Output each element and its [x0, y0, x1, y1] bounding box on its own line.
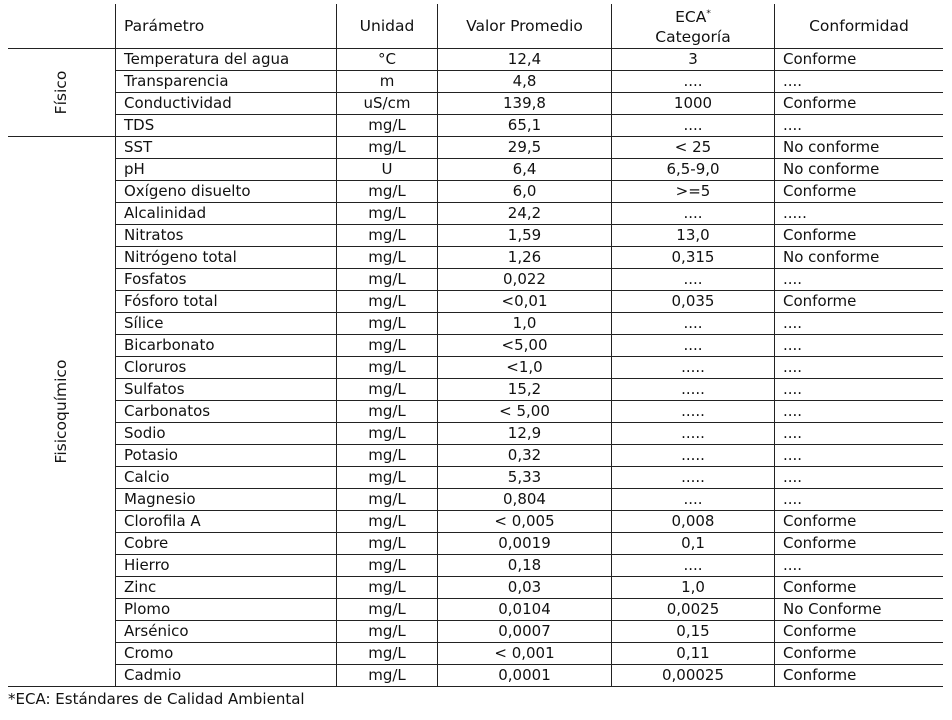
- cell-parametro: Arsénico: [116, 621, 337, 643]
- header-unidad: Unidad: [337, 4, 438, 49]
- cell-valor: <1,0: [438, 357, 612, 379]
- cell-unidad: mg/L: [337, 335, 438, 357]
- table-row: [8, 423, 943, 445]
- cell-unidad: mg/L: [337, 225, 438, 247]
- cell-eca: 1000: [612, 93, 775, 115]
- cell-eca: 0,035: [612, 291, 775, 313]
- cell-valor: 1,59: [438, 225, 612, 247]
- cell-eca: .....: [612, 445, 775, 467]
- cell-conformidad: ....: [775, 313, 944, 335]
- cell-eca: 0,0025: [612, 599, 775, 621]
- cell-parametro: SST: [116, 137, 337, 159]
- cell-valor: 0,0104: [438, 599, 612, 621]
- cell-parametro: Sulfatos: [116, 379, 337, 401]
- table-row: [8, 445, 943, 467]
- cell-unidad: mg/L: [337, 247, 438, 269]
- cell-conformidad: Conforme: [775, 665, 944, 687]
- cell-unidad: U: [337, 159, 438, 181]
- cell-unidad: m: [337, 71, 438, 93]
- table-row: [8, 225, 943, 247]
- table-row: [8, 137, 943, 159]
- table-row: [8, 291, 943, 313]
- cell-eca: .....: [612, 467, 775, 489]
- cell-eca: .....: [612, 379, 775, 401]
- table-row: [8, 181, 943, 203]
- cell-conformidad: Conforme: [775, 291, 944, 313]
- cell-eca: ....: [612, 335, 775, 357]
- cell-conformidad: Conforme: [775, 511, 944, 533]
- cell-conformidad: ....: [775, 357, 944, 379]
- cell-conformidad: No conforme: [775, 159, 944, 181]
- cell-eca: 13,0: [612, 225, 775, 247]
- cell-unidad: mg/L: [337, 137, 438, 159]
- cell-valor: 1,0: [438, 313, 612, 335]
- cell-valor: < 0,001: [438, 643, 612, 665]
- cell-conformidad: No conforme: [775, 247, 944, 269]
- cell-unidad: mg/L: [337, 423, 438, 445]
- cell-valor: < 0,005: [438, 511, 612, 533]
- table-row: [8, 401, 943, 423]
- cell-parametro: Plomo: [116, 599, 337, 621]
- cell-eca: >=5: [612, 181, 775, 203]
- cell-valor: 6,4: [438, 159, 612, 181]
- cell-parametro: Nitrógeno total: [116, 247, 337, 269]
- cell-valor: 12,9: [438, 423, 612, 445]
- cell-valor: <5,00: [438, 335, 612, 357]
- cell-conformidad: ....: [775, 423, 944, 445]
- cell-unidad: mg/L: [337, 357, 438, 379]
- cell-eca: < 25: [612, 137, 775, 159]
- cell-eca: 0,315: [612, 247, 775, 269]
- cell-unidad: mg/L: [337, 291, 438, 313]
- cell-eca: .....: [612, 401, 775, 423]
- cell-unidad: mg/L: [337, 115, 438, 137]
- cell-eca: 0,1: [612, 533, 775, 555]
- cell-unidad: mg/L: [337, 665, 438, 687]
- cell-conformidad: ....: [775, 71, 944, 93]
- header-eca: ECA: [675, 8, 707, 27]
- document-page: [8, 4, 930, 708]
- cell-valor: 139,8: [438, 93, 612, 115]
- cell-parametro: Sodio: [116, 423, 337, 445]
- table-row: [8, 357, 943, 379]
- table-row: [8, 49, 943, 71]
- cell-parametro: Alcalinidad: [116, 203, 337, 225]
- cell-parametro: pH: [116, 159, 337, 181]
- group-cell-fisico: [8, 49, 116, 137]
- cell-valor: 4,8: [438, 71, 612, 93]
- cell-valor: 0,32: [438, 445, 612, 467]
- cell-eca: ....: [612, 555, 775, 577]
- cell-valor: 0,804: [438, 489, 612, 511]
- cell-conformidad: ....: [775, 379, 944, 401]
- cell-parametro: Zinc: [116, 577, 337, 599]
- cell-parametro: Bicarbonato: [116, 335, 337, 357]
- table-row: [8, 577, 943, 599]
- cell-valor: 0,022: [438, 269, 612, 291]
- cell-unidad: mg/L: [337, 203, 438, 225]
- group-label-fisicoquimico: Fisicoquímico: [52, 359, 70, 464]
- table-row: [8, 269, 943, 291]
- cell-unidad: uS/cm: [337, 93, 438, 115]
- cell-valor: 65,1: [438, 115, 612, 137]
- cell-valor: 29,5: [438, 137, 612, 159]
- cell-conformidad: Conforme: [775, 181, 944, 203]
- cell-conformidad: ....: [775, 115, 944, 137]
- cell-conformidad: Conforme: [775, 621, 944, 643]
- header-valor-promedio: Valor Promedio: [438, 4, 612, 49]
- table-row: [8, 643, 943, 665]
- cell-valor: 1,26: [438, 247, 612, 269]
- table-row: [8, 115, 943, 137]
- cell-conformidad: Conforme: [775, 577, 944, 599]
- cell-unidad: mg/L: [337, 621, 438, 643]
- cell-eca: ....: [612, 313, 775, 335]
- table-row: [8, 379, 943, 401]
- cell-unidad: mg/L: [337, 555, 438, 577]
- header-eca-categoria: [612, 4, 775, 49]
- group-header: [8, 4, 116, 49]
- header-categoria: Categoría: [655, 27, 731, 46]
- cell-conformidad: ....: [775, 269, 944, 291]
- cell-conformidad: ....: [775, 555, 944, 577]
- table-row: [8, 599, 943, 621]
- cell-valor: 0,0019: [438, 533, 612, 555]
- cell-unidad: mg/L: [337, 467, 438, 489]
- group-label-fisico: Físico: [52, 70, 70, 115]
- cell-parametro: Oxígeno disuelto: [116, 181, 337, 203]
- table-row: [8, 555, 943, 577]
- cell-unidad: mg/L: [337, 643, 438, 665]
- cell-valor: 0,0007: [438, 621, 612, 643]
- cell-conformidad: No conforme: [775, 137, 944, 159]
- cell-unidad: mg/L: [337, 379, 438, 401]
- cell-parametro: Clorofila A: [116, 511, 337, 533]
- cell-conformidad: ....: [775, 401, 944, 423]
- cell-parametro: Cloruros: [116, 357, 337, 379]
- cell-eca: .....: [612, 423, 775, 445]
- table-row: [8, 335, 943, 357]
- table-row: [8, 489, 943, 511]
- cell-parametro: TDS: [116, 115, 337, 137]
- cell-unidad: mg/L: [337, 511, 438, 533]
- cell-unidad: mg/L: [337, 445, 438, 467]
- header-conformidad: Conformidad: [775, 4, 944, 49]
- cell-valor: 24,2: [438, 203, 612, 225]
- table-row: [8, 533, 943, 555]
- cell-eca: 0,00025: [612, 665, 775, 687]
- cell-valor: 0,03: [438, 577, 612, 599]
- cell-conformidad: ....: [775, 335, 944, 357]
- cell-parametro: Potasio: [116, 445, 337, 467]
- cell-conformidad: Conforme: [775, 225, 944, 247]
- table-row: [8, 313, 943, 335]
- cell-conformidad: ....: [775, 467, 944, 489]
- cell-parametro: Cadmio: [116, 665, 337, 687]
- cell-unidad: mg/L: [337, 577, 438, 599]
- cell-eca: ....: [612, 115, 775, 137]
- cell-valor: 15,2: [438, 379, 612, 401]
- cell-valor: 5,33: [438, 467, 612, 489]
- cell-eca: 0,15: [612, 621, 775, 643]
- table-row: [8, 71, 943, 93]
- cell-unidad: °C: [337, 49, 438, 71]
- cell-valor: 12,4: [438, 49, 612, 71]
- cell-parametro: Carbonatos: [116, 401, 337, 423]
- cell-eca: 3: [612, 49, 775, 71]
- cell-parametro: Temperatura del agua: [116, 49, 337, 71]
- cell-eca: 0,008: [612, 511, 775, 533]
- cell-parametro: Cromo: [116, 643, 337, 665]
- cell-parametro: Fósforo total: [116, 291, 337, 313]
- cell-parametro: Conductividad: [116, 93, 337, 115]
- cell-parametro: Sílice: [116, 313, 337, 335]
- cell-valor: 0,0001: [438, 665, 612, 687]
- cell-conformidad: Conforme: [775, 533, 944, 555]
- cell-eca: .....: [612, 357, 775, 379]
- cell-parametro: Transparencia: [116, 71, 337, 93]
- cell-valor: 0,18: [438, 555, 612, 577]
- cell-eca: ....: [612, 269, 775, 291]
- footnote: *ECA: Estándares de Calidad Ambiental: [8, 690, 305, 708]
- cell-unidad: mg/L: [337, 313, 438, 335]
- cell-valor: < 5,00: [438, 401, 612, 423]
- cell-parametro: Hierro: [116, 555, 337, 577]
- table-row: [8, 159, 943, 181]
- cell-valor: 6,0: [438, 181, 612, 203]
- cell-unidad: mg/L: [337, 181, 438, 203]
- table-row: [8, 203, 943, 225]
- cell-parametro: Cobre: [116, 533, 337, 555]
- cell-unidad: mg/L: [337, 269, 438, 291]
- cell-unidad: mg/L: [337, 599, 438, 621]
- water-quality-table: [8, 4, 943, 687]
- cell-eca: ....: [612, 71, 775, 93]
- cell-eca: 6,5-9,0: [612, 159, 775, 181]
- cell-eca: 0,11: [612, 643, 775, 665]
- cell-valor: <0,01: [438, 291, 612, 313]
- header-row: [8, 4, 943, 49]
- header-parametro: Parámetro: [116, 4, 337, 49]
- cell-conformidad: Conforme: [775, 49, 944, 71]
- cell-parametro: Calcio: [116, 467, 337, 489]
- cell-eca: ....: [612, 489, 775, 511]
- cell-unidad: mg/L: [337, 401, 438, 423]
- table-row: [8, 467, 943, 489]
- cell-unidad: mg/L: [337, 533, 438, 555]
- cell-eca: 1,0: [612, 577, 775, 599]
- cell-conformidad: ....: [775, 489, 944, 511]
- table-body: [8, 49, 943, 687]
- cell-conformidad: ....: [775, 445, 944, 467]
- table-row: [8, 247, 943, 269]
- table-row: [8, 665, 943, 687]
- cell-parametro: Nitratos: [116, 225, 337, 247]
- table-row: [8, 621, 943, 643]
- cell-conformidad: Conforme: [775, 93, 944, 115]
- cell-parametro: Fosfatos: [116, 269, 337, 291]
- group-cell-fisicoquimico: [8, 137, 116, 687]
- cell-conformidad: .....: [775, 203, 944, 225]
- table-row: [8, 511, 943, 533]
- table-row: [8, 93, 943, 115]
- cell-conformidad: Conforme: [775, 643, 944, 665]
- cell-parametro: Magnesio: [116, 489, 337, 511]
- cell-unidad: mg/L: [337, 489, 438, 511]
- cell-eca: ....: [612, 203, 775, 225]
- header-eca-asterisk: *: [706, 9, 711, 20]
- cell-conformidad: No Conforme: [775, 599, 944, 621]
